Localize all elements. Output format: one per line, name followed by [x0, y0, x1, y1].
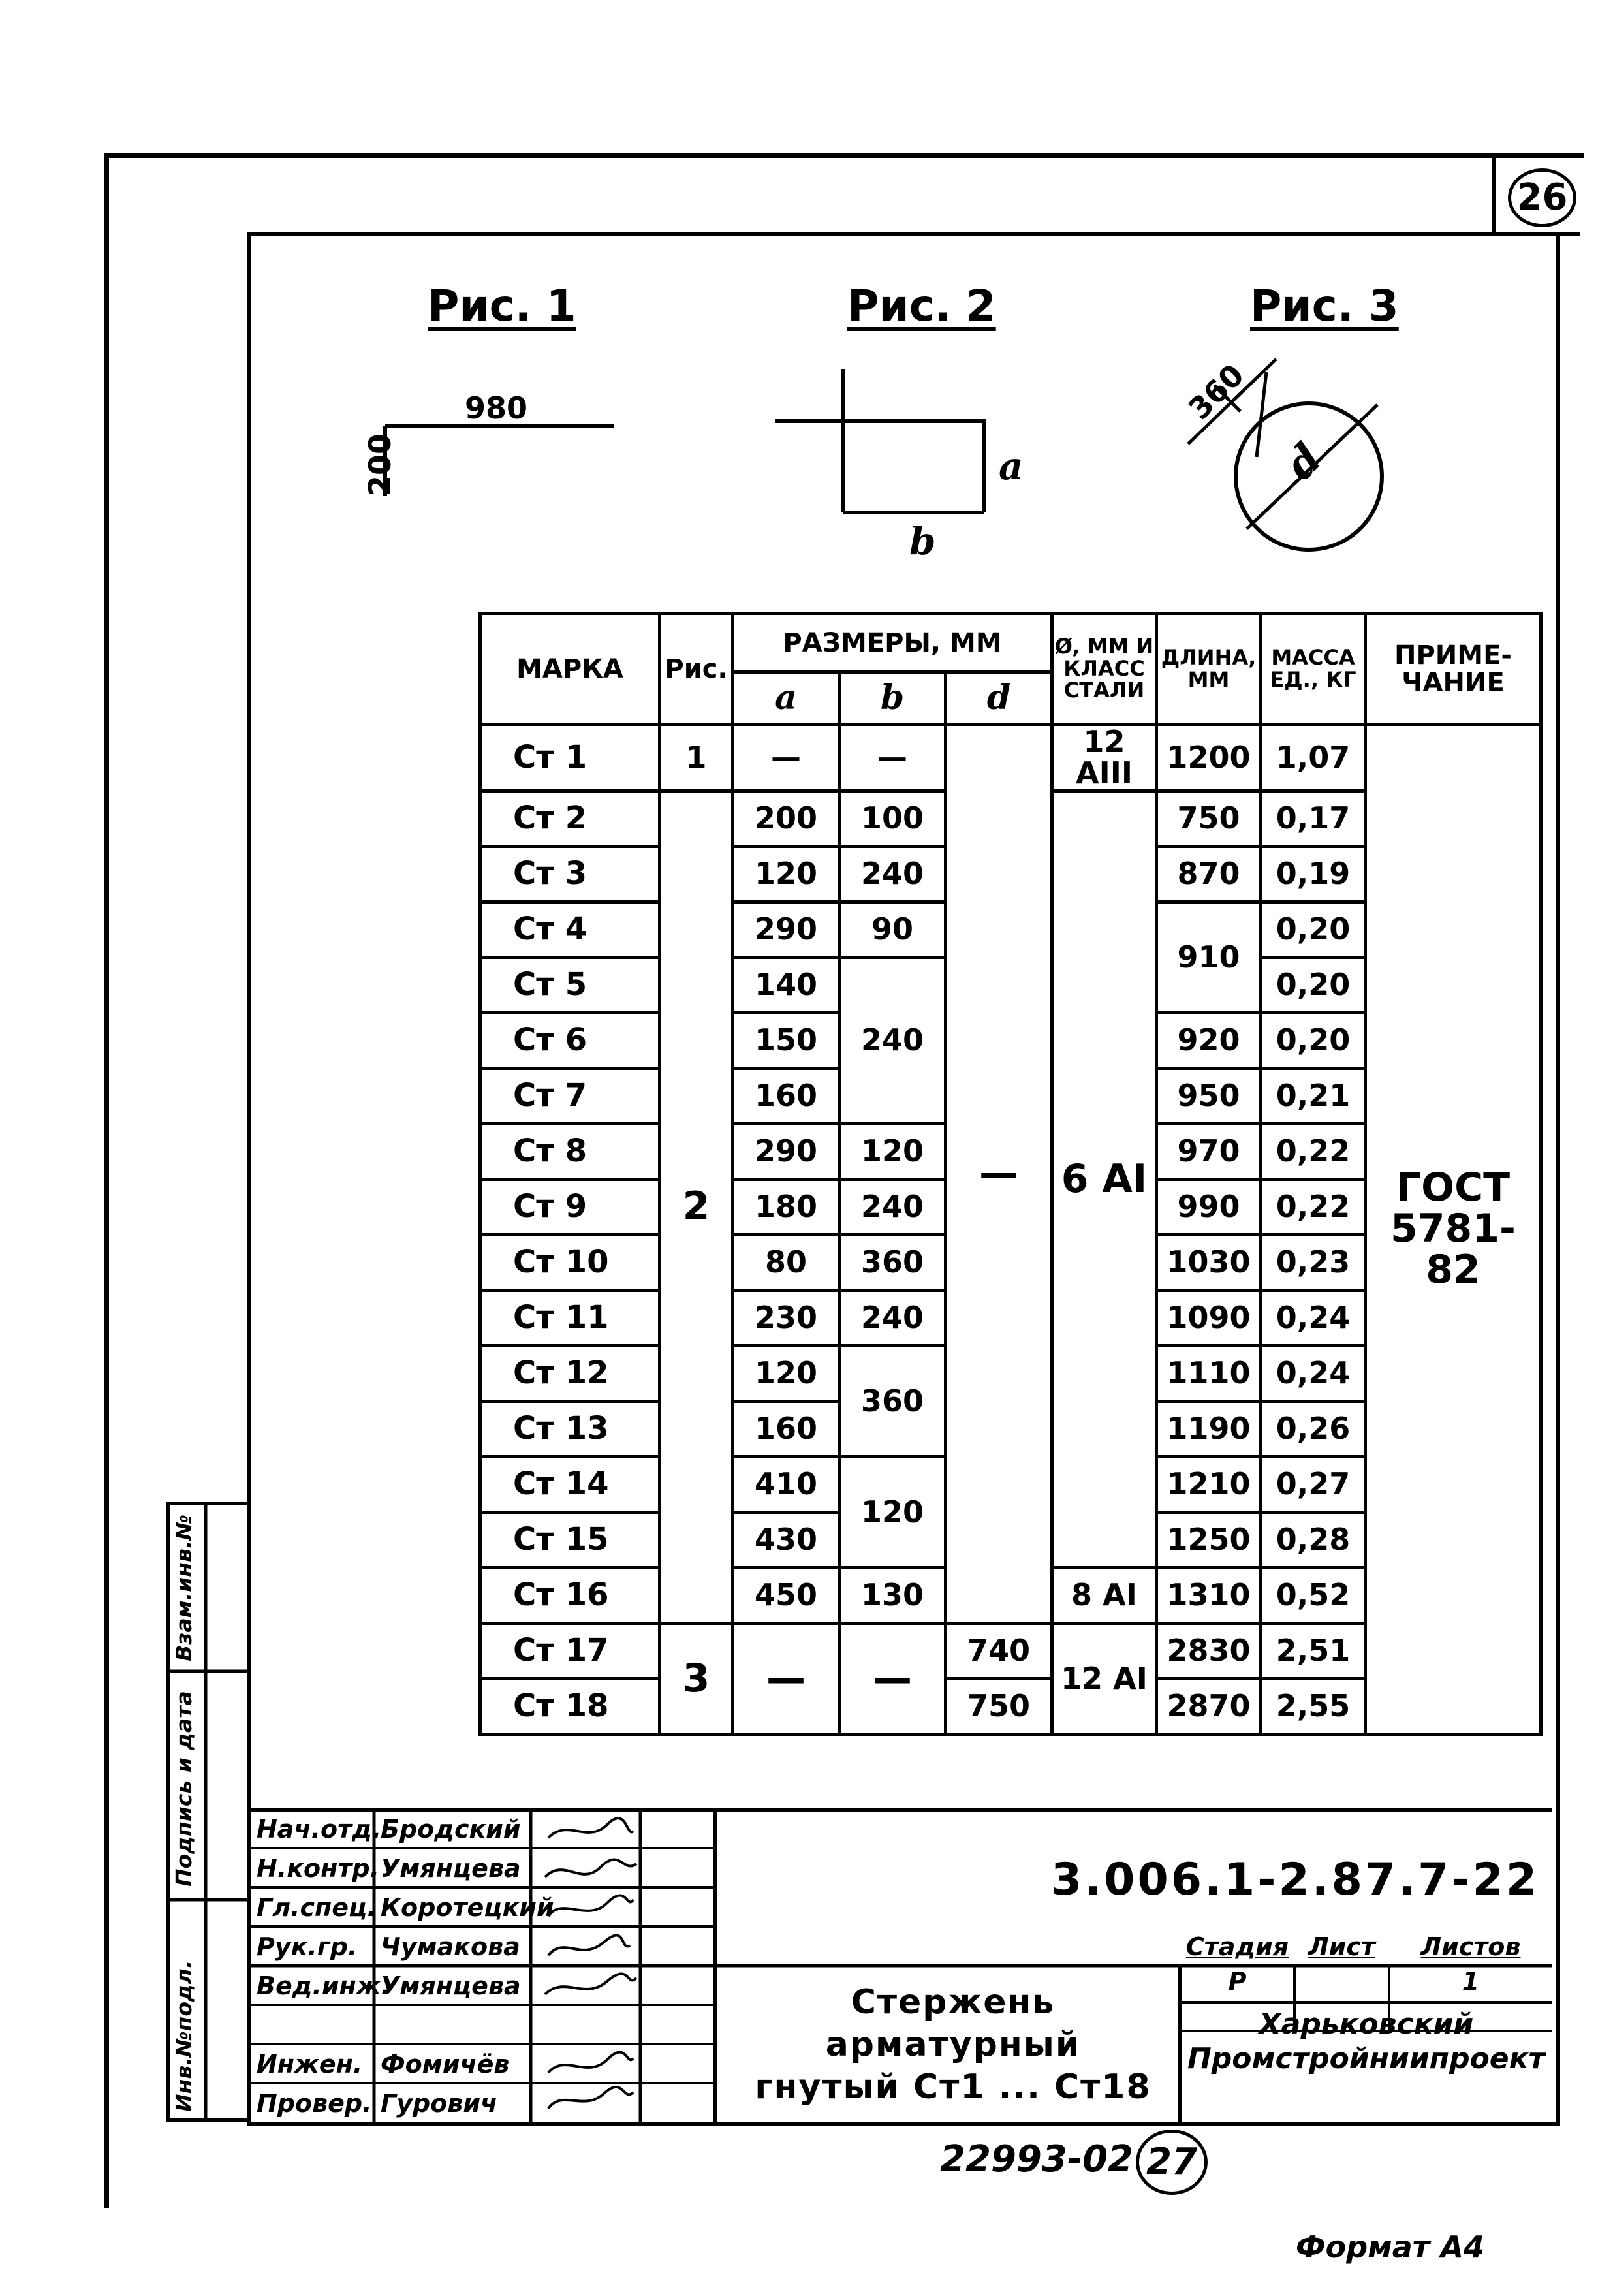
- mass-cell: 0,22: [1261, 1124, 1366, 1179]
- mark-cell: Ст 2: [480, 791, 660, 846]
- tb-role-8: Провер.: [257, 2089, 372, 2118]
- header-d: d: [946, 672, 1052, 725]
- header-mark: МАРКА: [480, 614, 660, 725]
- mark-cell: Ст 17: [480, 1623, 660, 1678]
- length-cell: 1030: [1157, 1234, 1261, 1290]
- specification-table: [478, 612, 1543, 1736]
- organization: [1180, 2007, 1552, 2077]
- diam-cell: 12 AIII: [1052, 725, 1157, 791]
- fig2-drawing: [764, 362, 1038, 532]
- table-row: [480, 725, 1541, 791]
- mass-cell: 0,17: [1261, 791, 1366, 846]
- tb-name-8: Гурович: [381, 2089, 498, 2118]
- mass-cell: 0,27: [1261, 1456, 1366, 1512]
- stage-label: Стадия: [1185, 1932, 1289, 1961]
- mass-cell: 0,26: [1261, 1401, 1366, 1456]
- mass-cell: 2,51: [1261, 1623, 1366, 1678]
- a-cell: 80: [733, 1234, 839, 1290]
- tb-role-2: Н.контр.: [257, 1854, 380, 1883]
- a-cell: 160: [733, 1401, 839, 1456]
- header-fig: Рис.: [660, 614, 733, 725]
- document-title-line1: Стержень арматурный: [825, 1983, 1081, 2064]
- table-header-row: [480, 614, 1541, 672]
- mark-cell: Ст 15: [480, 1512, 660, 1567]
- mark-cell: Ст 12: [480, 1345, 660, 1401]
- fig2-title: Рис. 2: [847, 281, 996, 331]
- mark-cell: Ст 14: [480, 1456, 660, 1512]
- fig3-dim-d: d: [1276, 434, 1332, 490]
- mass-cell: 1,07: [1261, 725, 1366, 791]
- b-cell: 240: [839, 957, 946, 1124]
- a-cell: 230: [733, 1290, 839, 1345]
- fig-cell: 2: [660, 791, 733, 1623]
- tb-role-1: Нач.отд.: [257, 1815, 382, 1844]
- organization-line1: Харьковский: [1259, 2007, 1474, 2041]
- mass-cell: 0,23: [1261, 1234, 1366, 1290]
- side-stamp-replace-inv: Взам.инв.№: [171, 1514, 196, 1661]
- document-code: 3.006.1-2.87.7-22: [1051, 1854, 1540, 1906]
- mark-cell: Ст 5: [480, 957, 660, 1013]
- mark-cell: Ст 6: [480, 1013, 660, 1068]
- b-cell: 240: [839, 846, 946, 902]
- length-cell: 990: [1157, 1179, 1261, 1234]
- signatures-graphic: [535, 1812, 640, 2112]
- header-length: ДЛИНА, ММ: [1157, 614, 1261, 725]
- diam-cell: 8 AI: [1052, 1567, 1157, 1623]
- a-cell: 120: [733, 1345, 839, 1401]
- fig1-title: Рис. 1: [428, 281, 576, 331]
- length-cell: 1310: [1157, 1567, 1261, 1623]
- d-cell: 740: [946, 1623, 1052, 1678]
- sheets-value: 1: [1462, 1967, 1480, 1996]
- mass-cell: 0,22: [1261, 1179, 1366, 1234]
- tb-name-1: Бродский: [381, 1815, 521, 1844]
- mark-cell: Ст 11: [480, 1290, 660, 1345]
- b-cell: 100: [839, 791, 946, 846]
- a-cell: 120: [733, 846, 839, 902]
- tb-role-7: Инжен.: [257, 2050, 363, 2079]
- mass-cell: 0,21: [1261, 1068, 1366, 1124]
- organization-line2: Промстройниипроект: [1187, 2041, 1546, 2075]
- d-cell: —: [946, 725, 1052, 1624]
- b-cell: 240: [839, 1290, 946, 1345]
- document-title: [718, 1981, 1188, 2109]
- length-cell: 910: [1157, 902, 1261, 1013]
- header-sizes: РАЗМЕРЫ, ММ: [733, 614, 1052, 672]
- mass-cell: 0,28: [1261, 1512, 1366, 1567]
- mark-cell: Ст 13: [480, 1401, 660, 1456]
- tb-name-3: Коротецкий: [381, 1893, 554, 1922]
- tb-name-4: Чумакова: [381, 1932, 520, 1961]
- length-cell: 1210: [1157, 1456, 1261, 1512]
- b-cell: 130: [839, 1567, 946, 1623]
- document-title-line2: гнутый Ст1 ... Ст18: [755, 2068, 1151, 2107]
- mark-cell: Ст 9: [480, 1179, 660, 1234]
- mark-cell: Ст 7: [480, 1068, 660, 1124]
- fig3-dim-offset: 360: [1182, 357, 1251, 427]
- a-cell: 200: [733, 791, 839, 846]
- length-cell: 1190: [1157, 1401, 1261, 1456]
- b-cell: 120: [839, 1456, 946, 1567]
- length-cell: 1200: [1157, 725, 1261, 791]
- header-diam: Ø, ММ И КЛАСС СТАЛИ: [1052, 614, 1157, 725]
- mark-cell: Ст 3: [480, 846, 660, 902]
- fig2-dim-a: a: [999, 444, 1024, 488]
- mark-cell: Ст 18: [480, 1678, 660, 1734]
- a-cell: —: [733, 725, 839, 791]
- length-cell: 920: [1157, 1013, 1261, 1068]
- mark-cell: Ст 10: [480, 1234, 660, 1290]
- fig-cell: 3: [660, 1623, 733, 1734]
- format-label: Формат А4: [1296, 2229, 1485, 2265]
- mark-cell: Ст 8: [480, 1124, 660, 1179]
- b-cell: 360: [839, 1345, 946, 1456]
- tb-name-7: Фомичёв: [381, 2050, 510, 2079]
- tb-role-4: Рук.гр.: [257, 1932, 358, 1961]
- mass-cell: 0,19: [1261, 846, 1366, 902]
- sheets-label: Листов: [1420, 1932, 1521, 1961]
- archive-number: 22993-02: [940, 2138, 1133, 2180]
- fig2-dim-b: b: [909, 519, 936, 563]
- length-cell: 1250: [1157, 1512, 1261, 1567]
- b-cell: —: [839, 1623, 946, 1734]
- mass-cell: 0,52: [1261, 1567, 1366, 1623]
- a-cell: 290: [733, 902, 839, 957]
- b-cell: 360: [839, 1234, 946, 1290]
- d-cell: 750: [946, 1678, 1052, 1734]
- header-note: ПРИМЕ-ЧАНИЕ: [1366, 614, 1541, 725]
- mass-cell: 0,24: [1261, 1290, 1366, 1345]
- b-cell: 90: [839, 902, 946, 957]
- tb-role-5: Вед.инж.: [257, 1972, 390, 2000]
- stage-value: Р: [1228, 1967, 1247, 1996]
- fig1-dim-vertical: 200: [362, 433, 398, 496]
- page-circle: 27: [1136, 2130, 1208, 2195]
- note-cell: ГОСТ 5781-82: [1366, 725, 1541, 1735]
- a-cell: 430: [733, 1512, 839, 1567]
- fig3-title: Рис. 3: [1250, 281, 1399, 331]
- a-cell: 180: [733, 1179, 839, 1234]
- header-b: b: [839, 672, 946, 725]
- header-mass: МАССА ЕД., КГ: [1261, 614, 1366, 725]
- sheet-label: Лист: [1308, 1932, 1375, 1961]
- a-cell: 450: [733, 1567, 839, 1623]
- fig1-dim-horizontal: 980: [465, 390, 528, 426]
- diam-cell: 12 AI: [1052, 1623, 1157, 1734]
- tb-name-5: Умянцева: [381, 1972, 521, 2000]
- length-cell: 970: [1157, 1124, 1261, 1179]
- mass-cell: 2,55: [1261, 1678, 1366, 1734]
- header-a: a: [733, 672, 839, 725]
- length-cell: 1110: [1157, 1345, 1261, 1401]
- mass-cell: 0,24: [1261, 1345, 1366, 1401]
- mark-cell: Ст 4: [480, 902, 660, 957]
- fig-cell: 1: [660, 725, 733, 791]
- mass-cell: 0,20: [1261, 902, 1366, 957]
- a-cell: 410: [733, 1456, 839, 1512]
- b-cell: —: [839, 725, 946, 791]
- side-stamp-signature-date: Подпись и дата: [171, 1691, 196, 1887]
- length-cell: 750: [1157, 791, 1261, 846]
- b-cell: 240: [839, 1179, 946, 1234]
- a-cell: 140: [733, 957, 839, 1013]
- length-cell: 870: [1157, 846, 1261, 902]
- tb-role-3: Гл.спец.: [257, 1893, 377, 1922]
- length-cell: 2830: [1157, 1623, 1261, 1678]
- b-cell: 120: [839, 1124, 946, 1179]
- a-cell: 160: [733, 1068, 839, 1124]
- length-cell: 950: [1157, 1068, 1261, 1124]
- a-cell: —: [733, 1623, 839, 1734]
- mass-cell: 0,20: [1261, 1013, 1366, 1068]
- tb-name-2: Умянцева: [381, 1854, 521, 1883]
- length-cell: 1090: [1157, 1290, 1261, 1345]
- mark-cell: Ст 1: [480, 725, 660, 791]
- mass-cell: 0,20: [1261, 957, 1366, 1013]
- a-cell: 290: [733, 1124, 839, 1179]
- diam-cell: 6 AI: [1052, 791, 1157, 1567]
- mark-cell: Ст 16: [480, 1567, 660, 1623]
- side-stamp-inv-no: Инв.№подл.: [171, 1960, 196, 2112]
- length-cell: 2870: [1157, 1678, 1261, 1734]
- a-cell: 150: [733, 1013, 839, 1068]
- sheet-number: 26: [1508, 168, 1576, 227]
